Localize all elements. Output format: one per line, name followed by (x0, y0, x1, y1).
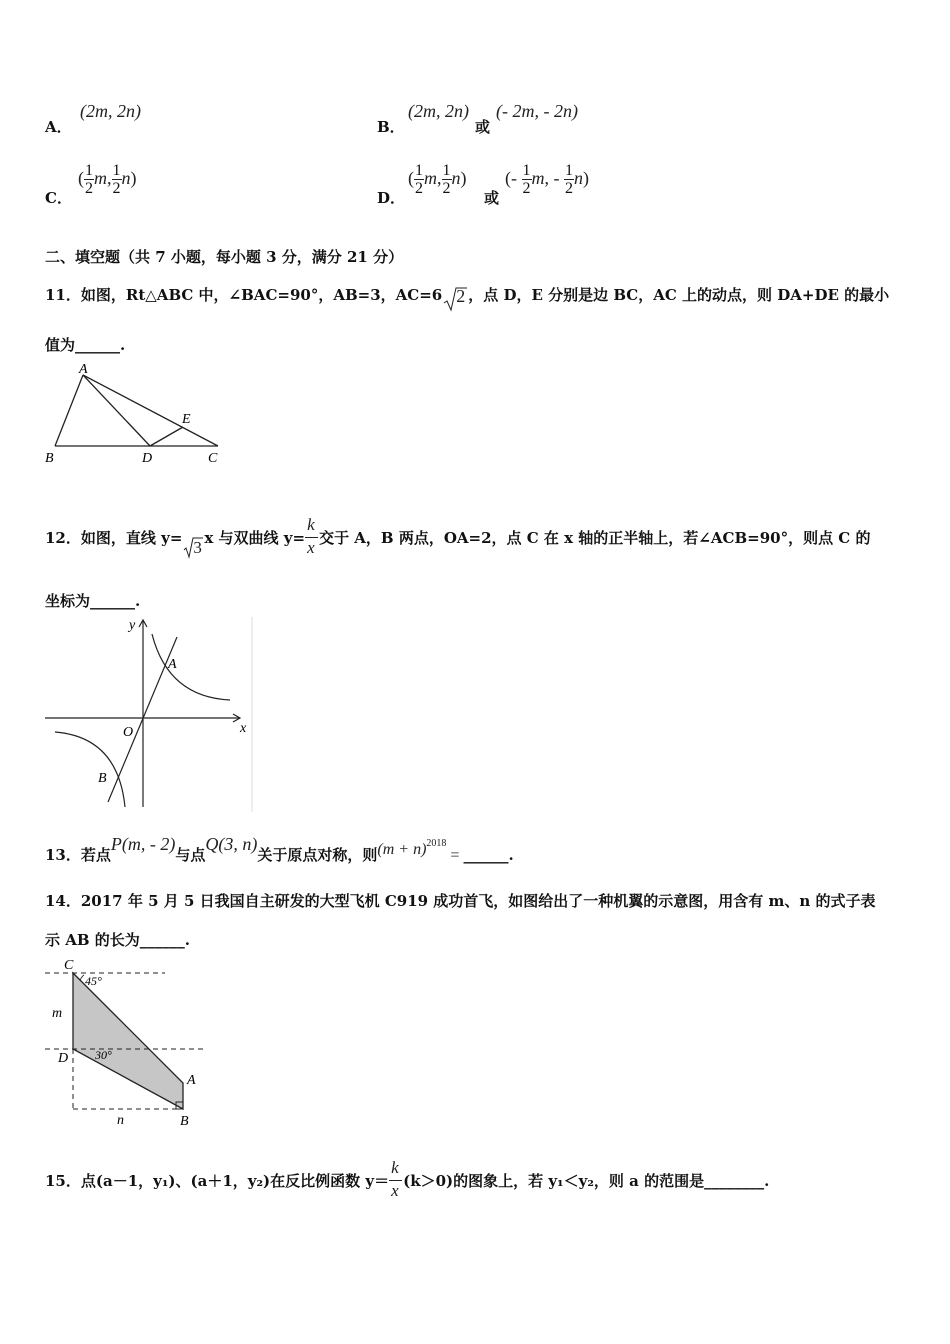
q12-text-1: 如图，直线 y= (80, 529, 183, 547)
q15-text-2: (k＞0)的图象上，若 y₁＜y₂，则 a 的范围是________. (403, 1172, 770, 1190)
q13-text-3: 关于原点对称，则 (257, 846, 378, 864)
hyperbola-branch-2 (55, 732, 125, 807)
label-a: A (168, 657, 177, 672)
q15-number: 15． (45, 1172, 81, 1190)
option-d-expr1: ( $\frac{1}{2}$ m, $\frac{1}{2}$ n) (408, 162, 467, 197)
q11-text-a: 如图，Rt△ABC 中，∠BAC=90°，AB=3，AC=6 (80, 286, 443, 304)
option-b-label: B． (377, 118, 405, 136)
q11-number: 11． (45, 286, 81, 304)
label-x: x (240, 721, 247, 736)
q14-wing-figure (40, 955, 215, 1130)
q12-graph-figure (40, 612, 255, 817)
label-n: n (117, 1113, 124, 1128)
q13-end: ______. (463, 846, 514, 864)
q13-text-2: 与点 (175, 846, 206, 864)
q12-text-2: x 与双曲线 y= (204, 529, 306, 547)
label-d: D (142, 451, 153, 466)
label-a: A (187, 1073, 196, 1088)
label-c: C (64, 958, 74, 973)
wing-shape (73, 973, 183, 1109)
label-c: C (208, 451, 218, 466)
q12-number: 12． (45, 529, 81, 547)
q13-line (45, 834, 514, 865)
q11-line2: 值为______. (45, 336, 126, 354)
label-b: B (45, 451, 54, 466)
label-m: m (52, 1006, 63, 1021)
hyperbola-branch-1 (152, 634, 230, 700)
option-d-label: D． (377, 189, 406, 207)
label-y: y (129, 618, 136, 633)
label-d: D (58, 1051, 69, 1066)
q12-line1: 12．如图，直线 y= 3 x 与双曲线 y= $\frac{k}{x}$ 交于 A，B 两点，OA=2，点 C 在 x 轴的正半轴上，若∠ACB=90°，则点 C 的 (45, 527, 870, 548)
option-a-expr: (2m, 2n) (80, 101, 141, 121)
option-b-expr1: (2m, 2n) (408, 101, 469, 121)
angle-arc-45 (80, 975, 84, 981)
q14-line1 (45, 890, 876, 911)
segment-ac (83, 375, 218, 446)
label-b: B (180, 1114, 189, 1129)
segment-de (150, 427, 183, 446)
q13-equals: = (450, 847, 460, 864)
q14-number: 14． (45, 892, 81, 910)
q14-text: 2017 年 5 月 5 日我国自主研发的大型飞机 C919 成功首飞，如图给出了一种机翼的示意图，用含有 m、n 的式子表 (80, 892, 876, 910)
q11-triangle-figure (40, 360, 230, 470)
option-b-or: 或 (475, 118, 491, 136)
label-30: 30° (95, 1048, 112, 1062)
q12-line2: 坐标为______. (45, 592, 141, 610)
segment-ad (83, 375, 150, 446)
q15-line: 15．点(a－1，y₁)、(a＋1，y₂)在反比例函数 y＝ $\frac{k}{x}$ (k＞0)的图象上，若 y₁＜y₂，则 a 的范围是________. (45, 1158, 770, 1200)
q13-text-1: 若点 (80, 846, 111, 864)
segment-ab (55, 375, 83, 446)
q13-point-q: Q(3, n) (205, 834, 258, 854)
q13-point-p: P(m, - 2) (110, 834, 176, 854)
q11-text-b: ，点 D，E 分别是边 BC，AC 上的动点，则 DA+DE 的最小 (468, 286, 890, 304)
label-o: O (123, 725, 134, 740)
option-b-expr2: (- 2m, - 2n) (496, 101, 578, 121)
q13-exponent: 2018 (426, 838, 447, 849)
option-c-label: C． (45, 189, 72, 207)
option-c-expr: ( $\frac{1}{2}$ m, $\frac{1}{2}$ n) (78, 162, 137, 197)
section-title: 二、填空题（共 7 小题，每小题 3 分，满分 21 分） (45, 248, 404, 266)
option-d-expr2: (- $\frac{1}{2}$ m, - $\frac{1}{2}$ n) (505, 162, 589, 197)
q14-line2: 示 AB 的长为______. (45, 931, 190, 949)
q12-text-3: 交于 A，B 两点，OA=2，点 C 在 x 轴的正半轴上，若∠ACB=90°，则点 C 的 (319, 529, 871, 547)
q13-number: 13． (45, 846, 81, 864)
option-d-or: 或 (484, 189, 500, 207)
option-a-label: A． (45, 118, 72, 136)
q11-line1: 11．如图，Rt△ABC 中，∠BAC=90°，AB=3，AC=6 2 ，点 D，E 分别是边 BC，AC 上的动点，则 DA+DE 的最小 (45, 284, 889, 305)
q13-expr: (m + n) (377, 841, 427, 858)
label-b: B (98, 771, 107, 786)
label-45: 45° (85, 974, 102, 988)
label-e: E (182, 412, 191, 427)
label-a: A (79, 362, 88, 377)
q15-text-1: 点(a－1，y₁)、(a＋1，y₂)在反比例函数 y＝ (80, 1172, 390, 1190)
